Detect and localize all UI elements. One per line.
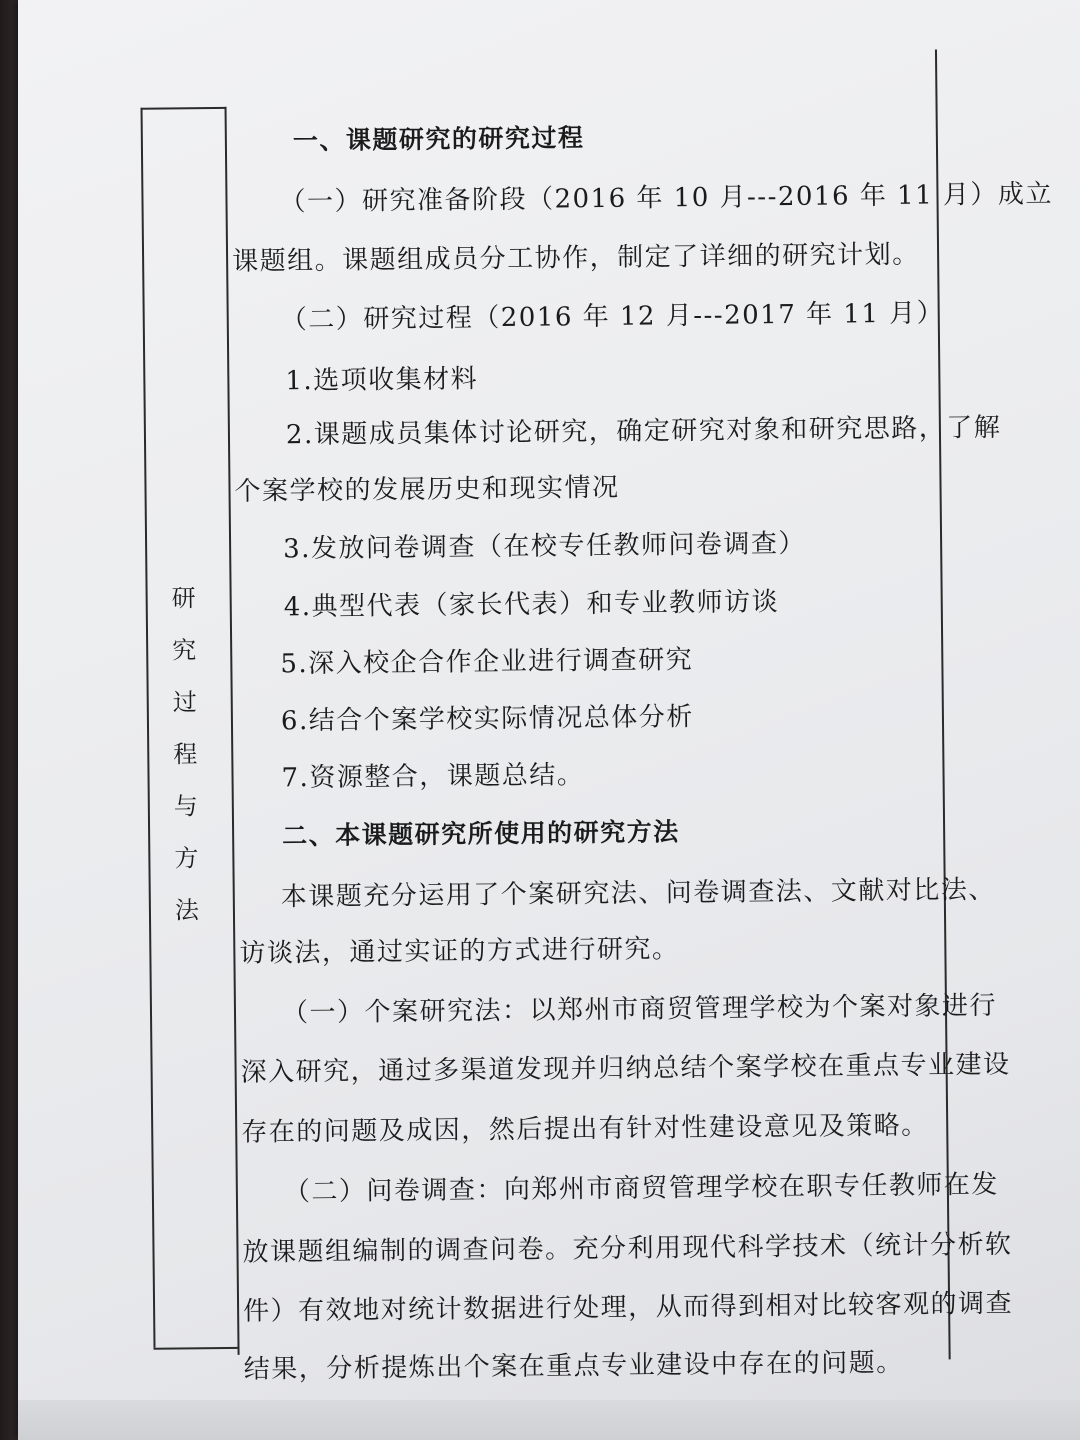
table-border-top — [141, 107, 227, 109]
list-item: 5.深入校企合作企业进行调查研究 — [280, 645, 694, 680]
paragraph-line: （一）研究准备阶段（2016 年 10 月---2016 年 11 月）成立 — [279, 179, 1054, 218]
row-label-char: 究 — [172, 636, 197, 665]
list-item: 1.选项收集材料 — [285, 364, 479, 397]
list-item: 4.典型代表（家长代表）和专业教师访谈 — [283, 587, 780, 623]
row-label-char: 研 — [171, 584, 196, 613]
paragraph-line: （一）个案研究法：以郑州市商贸管理学校为个案对象进行 — [281, 990, 998, 1029]
row-label-char: 法 — [174, 896, 200, 925]
section-heading: 一、课题研究的研究过程 — [292, 123, 585, 156]
document-table — [120, 49, 1054, 1385]
row-label-char: 与 — [173, 792, 198, 821]
row-label-cell — [131, 117, 240, 1368]
list-item: 6.结合个案学校实际情况总体分析 — [280, 702, 694, 737]
paragraph-line: （二）问卷调查：向郑州市商贸管理学校在职专任教师在发 — [283, 1169, 1000, 1208]
paragraph-line: 存在的问题及成因，然后提出有针对性建设意见及策略。 — [241, 1110, 929, 1148]
list-item: 个案学校的发展历史和现实情况 — [234, 472, 620, 507]
section-heading: 二、本课题研究所使用的研究方法 — [282, 817, 680, 851]
paragraph-line: （二）研究过程（2016 年 12 月---2017 年 11 月） — [280, 298, 945, 336]
content-cell — [230, 79, 1054, 1385]
paragraph-line: 放课题组编制的调查问卷。充分利用现代科学技术（统计分析软 — [242, 1229, 1013, 1268]
list-item: 3.发放问卷调查（在校专任教师问卷调查） — [282, 528, 807, 565]
paper-page-edge — [18, 1400, 1080, 1440]
row-label-char: 程 — [173, 740, 198, 769]
paragraph-line: 深入研究，通过多渠道发现并归纳总结个案学校在重点专业建设 — [240, 1049, 1011, 1088]
paragraph-line: 访谈法，通过实证的方式进行研究。 — [239, 934, 680, 969]
paragraph-line: 本课题充分运用了个案研究法、问卷调查法、文献对比法、 — [280, 874, 996, 913]
list-item: 2.课题成员集体讨论研究，确定研究对象和研究思路，了解 — [285, 412, 1002, 451]
paragraph-line: 结果，分析提炼出个案在重点专业建设中存在的问题。 — [243, 1347, 904, 1385]
list-item: 7.资源整合，课题总结。 — [281, 760, 585, 794]
row-label-char: 方 — [174, 844, 199, 873]
row-label-text — [165, 572, 205, 936]
row-label-char: 过 — [172, 688, 197, 717]
paragraph-line: 课题组。课题组成员分工协作，制定了详细的研究计划。 — [231, 239, 920, 277]
paragraph-line: 件）有效地对统计数据进行处理，从而得到相对比较客观的调查 — [242, 1288, 1014, 1327]
